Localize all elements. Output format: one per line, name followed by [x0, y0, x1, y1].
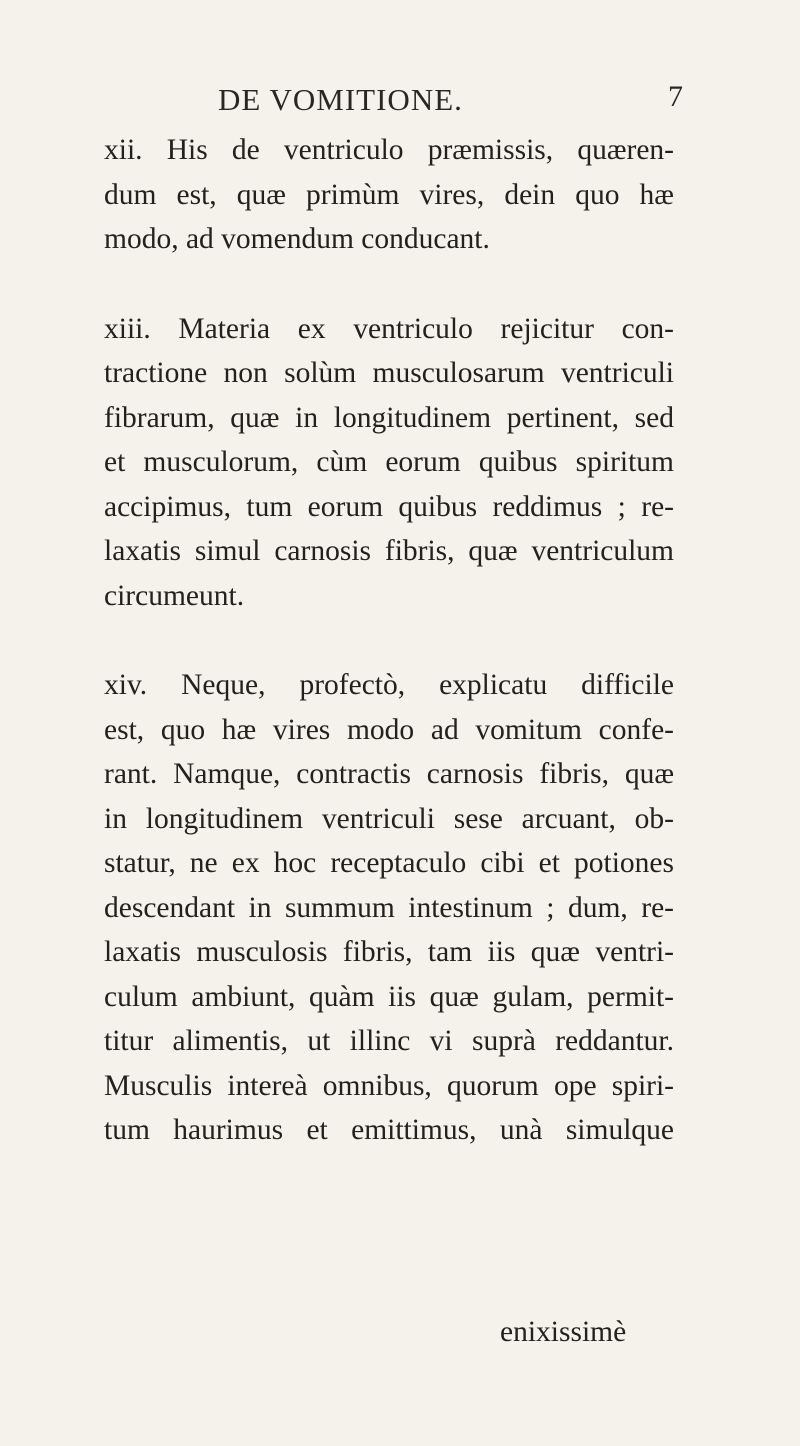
text-line: tractione non solùm musculosarum ventriculi	[104, 357, 674, 389]
catchword: enixissimè	[500, 1316, 627, 1348]
text-line: laxatis musculosis fibris, tam iis quæ ventri-	[104, 936, 674, 968]
paragraph-xiv	[104, 663, 674, 1153]
text-line: circumeunt.	[104, 579, 245, 612]
text-line: accipimus, tum eorum quibus reddimus ; re-	[104, 490, 674, 523]
text-line: et musculorum, cùm eorum quibus spiritum	[104, 446, 674, 478]
paragraph-gap	[104, 618, 674, 663]
text-line: modo, ad vomendum conducant.	[104, 223, 490, 255]
text-line: est, quo hæ vires modo ad vomitum confe-	[104, 713, 674, 746]
text-line: titur alimentis, ut illinc vi suprà reddantur.	[104, 1025, 674, 1057]
paragraph-gap	[104, 262, 674, 307]
text-line: tum haurimus et emittimus, unà simulque	[104, 1114, 674, 1146]
text-line: Musculis intereà omnibus, quorum ope spiri-	[104, 1069, 674, 1102]
text-line: xiv. Neque, profectò, explicatu difficile	[104, 669, 674, 701]
page-number: 7	[668, 80, 683, 113]
text-line: statur, ne ex hoc receptaculo cibi et potiones	[104, 847, 674, 879]
paragraph-xiii	[104, 307, 674, 619]
text-line: laxatis simul carnosis fibris, quæ ventriculum	[104, 535, 674, 567]
text-line: rant. Namque, contractis carnosis fibris, quæ	[104, 758, 674, 790]
running-head	[0, 72, 800, 118]
text-line: descendant in summum intestinum ; dum, re-	[104, 891, 674, 924]
paragraph-xii	[104, 128, 674, 262]
body-text	[104, 128, 674, 1153]
text-line: xii. His de ventriculo præmissis, quæren-	[104, 134, 674, 166]
page-title: DE VOMITIONE.	[218, 82, 463, 117]
text-line: fibrarum, quæ in longitudinem pertinent, sed	[104, 401, 674, 434]
text-line: culum ambiunt, quàm iis quæ gulam, permit-	[104, 980, 674, 1013]
text-line: dum est, quæ primùm vires, dein quo hæ	[104, 178, 674, 211]
text-line: xiii. Materia ex ventriculo rejicitur con-	[104, 312, 674, 345]
text-line: in longitudinem ventriculi sese arcuant, ob-	[104, 802, 674, 835]
